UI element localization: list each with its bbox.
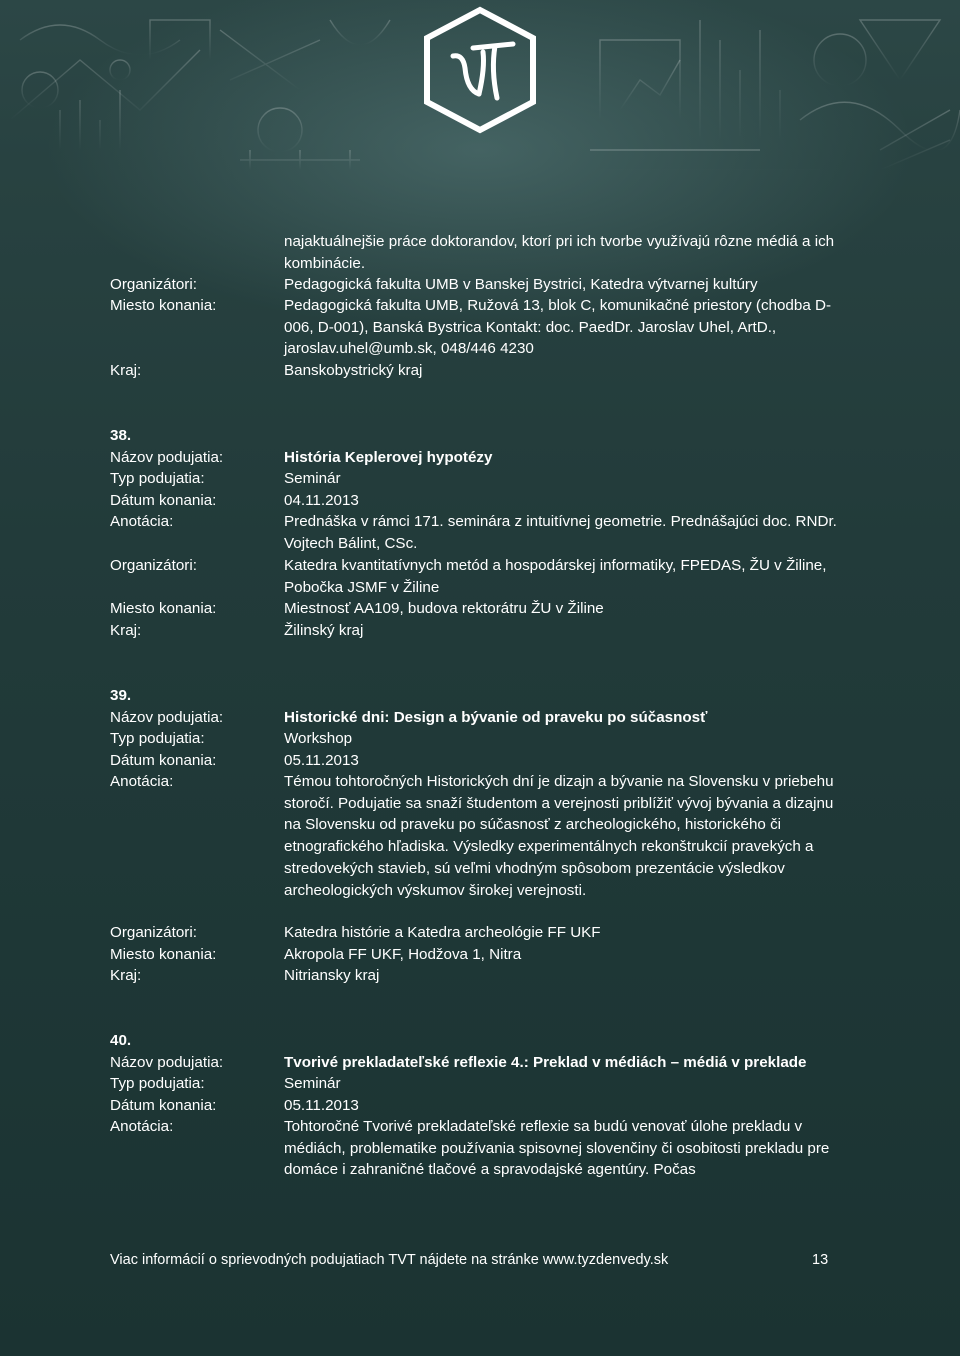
type-label: Typ podujatia: bbox=[110, 730, 205, 747]
region-value: Banskobystrický kraj bbox=[284, 362, 423, 379]
hexagon-vt-logo-icon bbox=[419, 6, 541, 134]
organizers-label: Organizátori: bbox=[110, 557, 197, 574]
event-type: Workshop bbox=[284, 730, 353, 747]
event-organizers: Katedra kvantitatívnych metód a hospodárskej informatiky, FPEDAS, ŽU v Žiline, Pobočka JSMF v Žiline bbox=[284, 557, 827, 596]
event-type: Seminár bbox=[284, 1075, 341, 1092]
event-number: 40. bbox=[110, 1032, 132, 1049]
type-label: Typ podujatia: bbox=[110, 1075, 205, 1092]
event-type: Seminár bbox=[284, 470, 341, 487]
event-date: 05.11.2013 bbox=[284, 752, 359, 769]
region-label: Kraj: bbox=[110, 622, 142, 639]
event-title: Historické dni: Design a bývanie od praveku po súčasnosť bbox=[284, 709, 708, 726]
event-number: 39. bbox=[110, 687, 132, 704]
event-region: Nitriansky kraj bbox=[284, 967, 380, 984]
event-date: 05.11.2013 bbox=[284, 1097, 359, 1114]
event-date: 04.11.2013 bbox=[284, 492, 359, 509]
event-number: 38. bbox=[110, 427, 132, 444]
date-label: Dátum konania: bbox=[110, 1097, 217, 1114]
annotation-label: Anotácia: bbox=[110, 773, 174, 790]
event-region: Žilinský kraj bbox=[284, 622, 364, 639]
organizers-label: Organizátori: bbox=[110, 924, 197, 941]
date-label: Dátum konania: bbox=[110, 752, 217, 769]
event-title: História Keplerovej hypotézy bbox=[284, 449, 493, 466]
date-label: Dátum konania: bbox=[110, 492, 217, 509]
organizers-value: Pedagogická fakulta UMB v Banskej Bystrici, Katedra výtvarnej kultúry bbox=[284, 276, 758, 293]
event-annotation: Témou tohtoročných Historických dní je dizajn a bývanie na Slovensku v priebehu storočí. Podujatie sa snaží študentom a verejnosti priblížiť vývoj bývania a dizajnu na Slovensku od praveku po súčasnosť z archeologického, historického či etnografického hľadiska. Výsledky experimentálnych rekonštrukcií pravekých a stredovekých stavieb, sú veľmi vhodným spôsobom prezentácie výsledkov archeologických výskumov širokej verejnosti. bbox=[284, 773, 834, 899]
venue-label: Miesto konania: bbox=[110, 600, 217, 617]
type-label: Typ podujatia: bbox=[110, 470, 205, 487]
name-label: Názov podujatia: bbox=[110, 1054, 224, 1071]
event-annotation: Prednáška v rámci 171. seminára z intuitívnej geometrie. Prednášajúci doc. RNDr. Vojtech Bálint, CSc. bbox=[284, 513, 837, 552]
annotation-label: Anotácia: bbox=[110, 1118, 174, 1135]
event-venue: Miestnosť AA109, budova rektorátru ŽU v Žiline bbox=[284, 600, 604, 617]
event-annotation: Tohtoročné Tvorivé prekladateľské reflexie sa budú venovať úlohe prekladu v médiách, problematike používania spisovnej slovenčiny či osobitosti prekladu pre domáce i zahraničné tlačové a spravodajské agentúry. Počas bbox=[284, 1118, 830, 1179]
chalkboard-banner bbox=[0, 0, 960, 210]
name-label: Názov podujatia: bbox=[110, 709, 224, 726]
region-label: Kraj: bbox=[110, 967, 142, 984]
venue-value: Pedagogická fakulta UMB, Ružová 13, blok C, komunikačné priestory (chodba D-006, D-001), Banská Bystrica Kontakt: doc. PaedDr. Jaroslav Uhel, ArtD., jaroslav.uhel@umb.sk, 048/446 4230 bbox=[284, 297, 832, 358]
organizers-label: Organizátori: bbox=[110, 276, 197, 293]
venue-label: Miesto konania: bbox=[110, 297, 217, 314]
page-number: 13 bbox=[812, 1252, 829, 1268]
annotation-label: Anotácia: bbox=[110, 513, 174, 530]
event-organizers: Katedra histórie a Katedra archeológie FF UKF bbox=[284, 924, 601, 941]
footer-text: Viac informácií o sprievodných podujatiach TVT nájdete na stránke www.tyzdenvedy.sk bbox=[110, 1252, 669, 1268]
event-title: Tvorivé prekladateľské reflexie 4.: Preklad v médiách – médiá v preklade bbox=[284, 1054, 807, 1071]
vt-logo bbox=[419, 6, 541, 134]
region-label: Kraj: bbox=[110, 362, 142, 379]
venue-label: Miesto konania: bbox=[110, 946, 217, 963]
name-label: Názov podujatia: bbox=[110, 449, 224, 466]
event-venue: Akropola FF UKF, Hodžova 1, Nitra bbox=[284, 946, 522, 963]
annotation-text: najaktuálnejšie práce doktorandov, ktorí pri ich tvorbe využívajú rôzne médiá a ich kombinácie. bbox=[284, 233, 835, 272]
